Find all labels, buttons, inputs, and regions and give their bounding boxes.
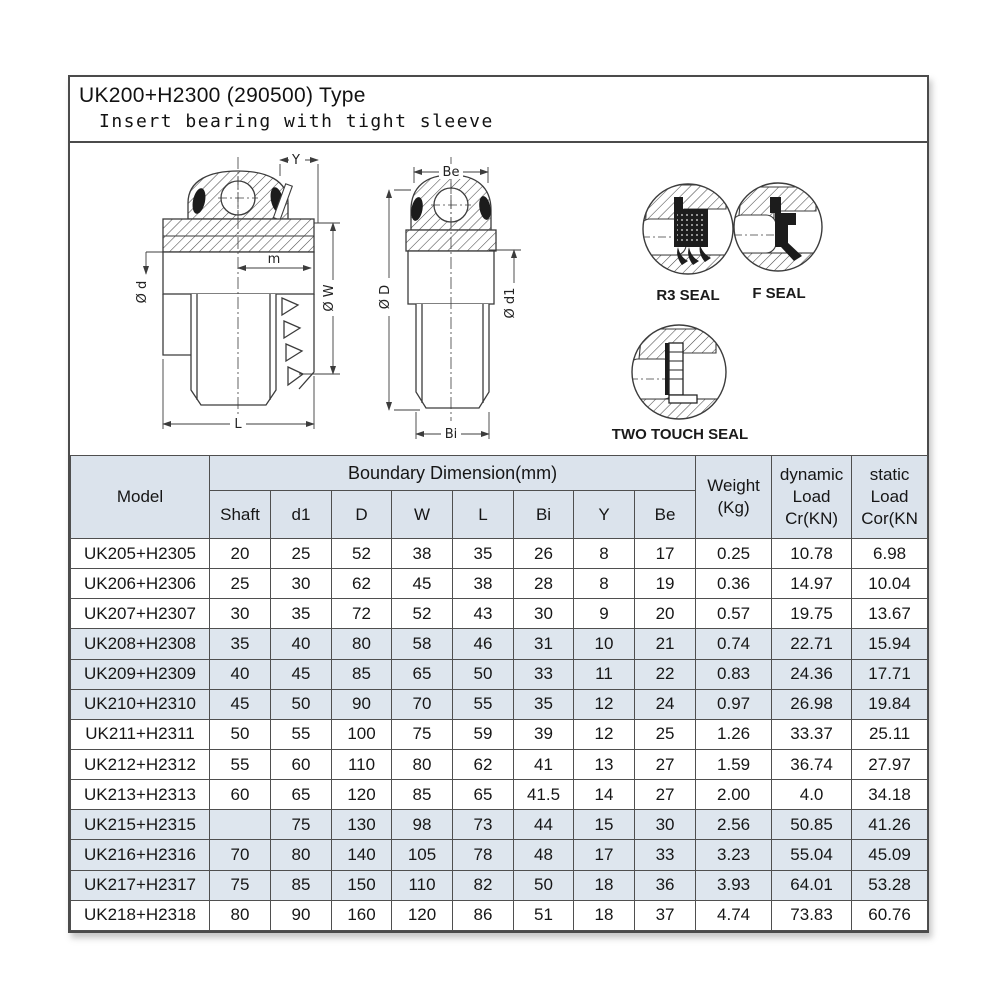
value-cell: 48 <box>514 840 574 870</box>
datasheet-sheet <box>68 75 929 933</box>
value-cell: 80 <box>210 900 271 930</box>
dim-label-d1: Ø d1 <box>503 287 518 319</box>
value-cell: 35 <box>271 599 332 629</box>
value-cell: 24.36 <box>772 659 852 689</box>
value-cell: 1.26 <box>696 719 772 749</box>
table-row <box>71 629 928 659</box>
value-cell: 12 <box>574 719 635 749</box>
value-cell: 15 <box>574 810 635 840</box>
value-cell: 50.85 <box>772 810 852 840</box>
page-subtitle: Insert bearing with tight sleeve <box>99 111 494 132</box>
value-cell: 73.83 <box>772 900 852 930</box>
f-seal-detail <box>732 183 824 275</box>
value-cell: 15.94 <box>852 629 928 659</box>
dim-label-d: Ø d <box>135 280 150 304</box>
value-cell: 55 <box>453 689 514 719</box>
value-cell: 21 <box>635 629 696 659</box>
sleeve-step <box>163 294 191 355</box>
value-cell: 18 <box>574 900 635 930</box>
value-cell: 4.74 <box>696 900 772 930</box>
value-cell: 38 <box>392 539 453 569</box>
value-cell: 85 <box>392 780 453 810</box>
dim-label-L: L <box>234 417 242 432</box>
value-cell: 4.0 <box>772 780 852 810</box>
col-header-dynamic-load <box>772 456 852 539</box>
table-row <box>71 870 928 900</box>
value-cell: 28 <box>514 569 574 599</box>
left-section-view <box>135 151 341 432</box>
col-header-weight <box>696 456 772 539</box>
value-cell: 62 <box>453 749 514 779</box>
value-cell: 18 <box>574 870 635 900</box>
value-cell: 8 <box>574 539 635 569</box>
value-cell: 41.5 <box>514 780 574 810</box>
value-cell: 10.78 <box>772 539 852 569</box>
value-cell: 41 <box>514 749 574 779</box>
value-cell: 55 <box>271 719 332 749</box>
dynamic-load-word: Load <box>792 487 831 507</box>
value-cell: 73 <box>453 810 514 840</box>
model-cell: UK208+H2308 <box>71 629 210 659</box>
model-cell: UK211+H2311 <box>71 719 210 749</box>
value-cell: 110 <box>332 749 392 779</box>
two-touch-seal-label: TWO TOUCH SEAL <box>611 426 749 443</box>
table-row <box>71 719 928 749</box>
value-cell: 27 <box>635 780 696 810</box>
value-cell: 19 <box>635 569 696 599</box>
value-cell: 59 <box>453 719 514 749</box>
spec-table-header <box>71 456 928 539</box>
value-cell: 65 <box>271 780 332 810</box>
value-cell: 13.67 <box>852 599 928 629</box>
tight-sleeve <box>191 294 276 405</box>
value-cell: 140 <box>332 840 392 870</box>
value-cell: 20 <box>635 599 696 629</box>
value-cell: 2.56 <box>696 810 772 840</box>
model-cell: UK207+H2307 <box>71 599 210 629</box>
dim-d <box>146 252 163 274</box>
table-row <box>71 659 928 689</box>
value-cell: 55 <box>210 749 271 779</box>
value-cell: 60 <box>210 780 271 810</box>
dim-label-Y: Y <box>292 153 300 168</box>
value-cell: 26.98 <box>772 689 852 719</box>
value-cell: 50 <box>514 870 574 900</box>
model-cell: UK217+H2317 <box>71 870 210 900</box>
value-cell: 6.98 <box>852 539 928 569</box>
value-cell: 52 <box>332 539 392 569</box>
value-cell: 46 <box>453 629 514 659</box>
value-cell: 52 <box>392 599 453 629</box>
value-cell: 41.26 <box>852 810 928 840</box>
col-header-Y: Y <box>574 491 635 539</box>
value-cell: 60.76 <box>852 900 928 930</box>
value-cell: 8 <box>574 569 635 599</box>
col-header-Bi: Bi <box>514 491 574 539</box>
value-cell: 40 <box>210 659 271 689</box>
static-load-word: Load <box>870 487 909 507</box>
col-header-W: W <box>392 491 453 539</box>
value-cell: 65 <box>453 780 514 810</box>
value-cell: 37 <box>635 900 696 930</box>
model-cell: UK205+H2305 <box>71 539 210 569</box>
value-cell: 22 <box>635 659 696 689</box>
value-cell: 90 <box>271 900 332 930</box>
dim-label-m: m <box>267 252 281 267</box>
value-cell: 39 <box>514 719 574 749</box>
table-row <box>71 749 928 779</box>
dim-label-D: Ø D <box>378 284 393 310</box>
col-header-static-load <box>852 456 928 539</box>
model-cell: UK215+H2315 <box>71 810 210 840</box>
value-cell: 35 <box>210 629 271 659</box>
model-cell: UK206+H2306 <box>71 569 210 599</box>
value-cell: 50 <box>453 659 514 689</box>
value-cell: 33 <box>514 659 574 689</box>
dim-label-Be: Be <box>442 165 460 180</box>
dim-label-Bi: Bi <box>444 427 458 442</box>
value-cell: 51 <box>514 900 574 930</box>
value-cell: 45.09 <box>852 840 928 870</box>
value-cell: 130 <box>332 810 392 840</box>
tight-sleeve-2 <box>416 304 489 408</box>
value-cell: 11 <box>574 659 635 689</box>
value-cell: 90 <box>332 689 392 719</box>
value-cell: 1.59 <box>696 749 772 779</box>
weight-label: Weight <box>707 476 760 496</box>
value-cell: 72 <box>332 599 392 629</box>
value-cell: 26 <box>514 539 574 569</box>
value-cell: 36.74 <box>772 749 852 779</box>
table-row <box>71 780 928 810</box>
spec-table <box>70 455 928 931</box>
value-cell: 31 <box>514 629 574 659</box>
value-cell: 0.74 <box>696 629 772 659</box>
value-cell: 36 <box>635 870 696 900</box>
value-cell: 80 <box>332 629 392 659</box>
value-cell: 22.71 <box>772 629 852 659</box>
model-cell: UK213+H2313 <box>71 780 210 810</box>
value-cell: 53.28 <box>852 870 928 900</box>
table-row <box>71 689 928 719</box>
value-cell: 75 <box>210 870 271 900</box>
value-cell: 3.93 <box>696 870 772 900</box>
value-cell <box>210 810 271 840</box>
value-cell: 75 <box>392 719 453 749</box>
value-cell: 43 <box>453 599 514 629</box>
r3-seal-label: R3 SEAL <box>656 287 720 304</box>
value-cell: 35 <box>453 539 514 569</box>
value-cell: 80 <box>392 749 453 779</box>
value-cell: 27.97 <box>852 749 928 779</box>
value-cell: 19.84 <box>852 689 928 719</box>
dynamic-word: dynamic <box>779 465 844 485</box>
value-cell: 105 <box>392 840 453 870</box>
model-cell: UK209+H2309 <box>71 659 210 689</box>
value-cell: 25.11 <box>852 719 928 749</box>
value-cell: 64.01 <box>772 870 852 900</box>
value-cell: 100 <box>332 719 392 749</box>
value-cell: 0.83 <box>696 659 772 689</box>
value-cell: 13 <box>574 749 635 779</box>
value-cell: 70 <box>210 840 271 870</box>
table-row <box>71 539 928 569</box>
lock-washer-teeth <box>282 298 303 385</box>
dim-label-W: Ø W <box>322 284 337 312</box>
value-cell: 65 <box>392 659 453 689</box>
bearing-drawing-svg <box>70 143 927 453</box>
value-cell: 0.57 <box>696 599 772 629</box>
value-cell: 30 <box>635 810 696 840</box>
value-cell: 35 <box>514 689 574 719</box>
value-cell: 0.36 <box>696 569 772 599</box>
value-cell: 58 <box>392 629 453 659</box>
value-cell: 30 <box>514 599 574 629</box>
table-row <box>71 569 928 599</box>
value-cell: 75 <box>271 810 332 840</box>
weight-unit: (Kg) <box>717 498 750 517</box>
right-section-view <box>378 157 521 442</box>
dynamic-unit: Cr(KN) <box>785 508 839 528</box>
value-cell: 80 <box>271 840 332 870</box>
value-cell: 44 <box>514 810 574 840</box>
col-header-L: L <box>453 491 514 539</box>
value-cell: 62 <box>332 569 392 599</box>
value-cell: 45 <box>210 689 271 719</box>
value-cell: 45 <box>271 659 332 689</box>
value-cell: 14 <box>574 780 635 810</box>
value-cell: 70 <box>392 689 453 719</box>
housing-body <box>163 252 314 294</box>
value-cell: 20 <box>210 539 271 569</box>
table-row <box>71 599 928 629</box>
value-cell: 14.97 <box>772 569 852 599</box>
model-cell: UK210+H2310 <box>71 689 210 719</box>
value-cell: 33.37 <box>772 719 852 749</box>
value-cell: 82 <box>453 870 514 900</box>
value-cell: 25 <box>210 569 271 599</box>
value-cell: 0.97 <box>696 689 772 719</box>
value-cell: 50 <box>210 719 271 749</box>
value-cell: 55.04 <box>772 840 852 870</box>
model-cell: UK216+H2316 <box>71 840 210 870</box>
value-cell: 33 <box>635 840 696 870</box>
value-cell: 85 <box>271 870 332 900</box>
value-cell: 25 <box>635 719 696 749</box>
table-row <box>71 810 928 840</box>
value-cell: 98 <box>392 810 453 840</box>
value-cell: 40 <box>271 629 332 659</box>
value-cell: 38 <box>453 569 514 599</box>
value-cell: 45 <box>392 569 453 599</box>
col-header-shaft: Shaft <box>210 491 271 539</box>
value-cell: 19.75 <box>772 599 852 629</box>
value-cell: 30 <box>271 569 332 599</box>
two-touch-seal-detail <box>628 325 728 421</box>
page-title: UK200+H2300 (290500) Type <box>79 84 366 107</box>
col-header-D: D <box>332 491 392 539</box>
value-cell: 30 <box>210 599 271 629</box>
value-cell: 9 <box>574 599 635 629</box>
adapter-flange-section <box>163 219 314 252</box>
value-cell: 17 <box>574 840 635 870</box>
table-row <box>71 840 928 870</box>
value-cell: 78 <box>453 840 514 870</box>
value-cell: 34.18 <box>852 780 928 810</box>
value-cell: 10 <box>574 629 635 659</box>
model-cell: UK212+H2312 <box>71 749 210 779</box>
model-cell: UK218+H2318 <box>71 900 210 930</box>
value-cell: 120 <box>332 780 392 810</box>
f-seal-label: F SEAL <box>752 285 806 302</box>
value-cell: 27 <box>635 749 696 779</box>
spec-table-body <box>71 539 928 931</box>
value-cell: 12 <box>574 689 635 719</box>
value-cell: 17 <box>635 539 696 569</box>
value-cell: 110 <box>392 870 453 900</box>
title-block <box>70 77 927 143</box>
r3-seal-detail <box>640 184 736 279</box>
value-cell: 0.25 <box>696 539 772 569</box>
technical-drawing-area <box>70 143 927 455</box>
value-cell: 24 <box>635 689 696 719</box>
col-header-boundary: Boundary Dimension(mm) <box>210 456 696 491</box>
col-header-d1: d1 <box>271 491 332 539</box>
static-unit: Cor(KN <box>861 508 918 528</box>
value-cell: 150 <box>332 870 392 900</box>
table-row <box>71 900 928 930</box>
value-cell: 86 <box>453 900 514 930</box>
col-header-model: Model <box>71 456 210 539</box>
static-word: static <box>869 465 910 485</box>
value-cell: 2.00 <box>696 780 772 810</box>
value-cell: 17.71 <box>852 659 928 689</box>
value-cell: 60 <box>271 749 332 779</box>
value-cell: 120 <box>392 900 453 930</box>
col-header-Be: Be <box>635 491 696 539</box>
value-cell: 3.23 <box>696 840 772 870</box>
value-cell: 10.04 <box>852 569 928 599</box>
value-cell: 160 <box>332 900 392 930</box>
value-cell: 25 <box>271 539 332 569</box>
value-cell: 85 <box>332 659 392 689</box>
value-cell: 50 <box>271 689 332 719</box>
